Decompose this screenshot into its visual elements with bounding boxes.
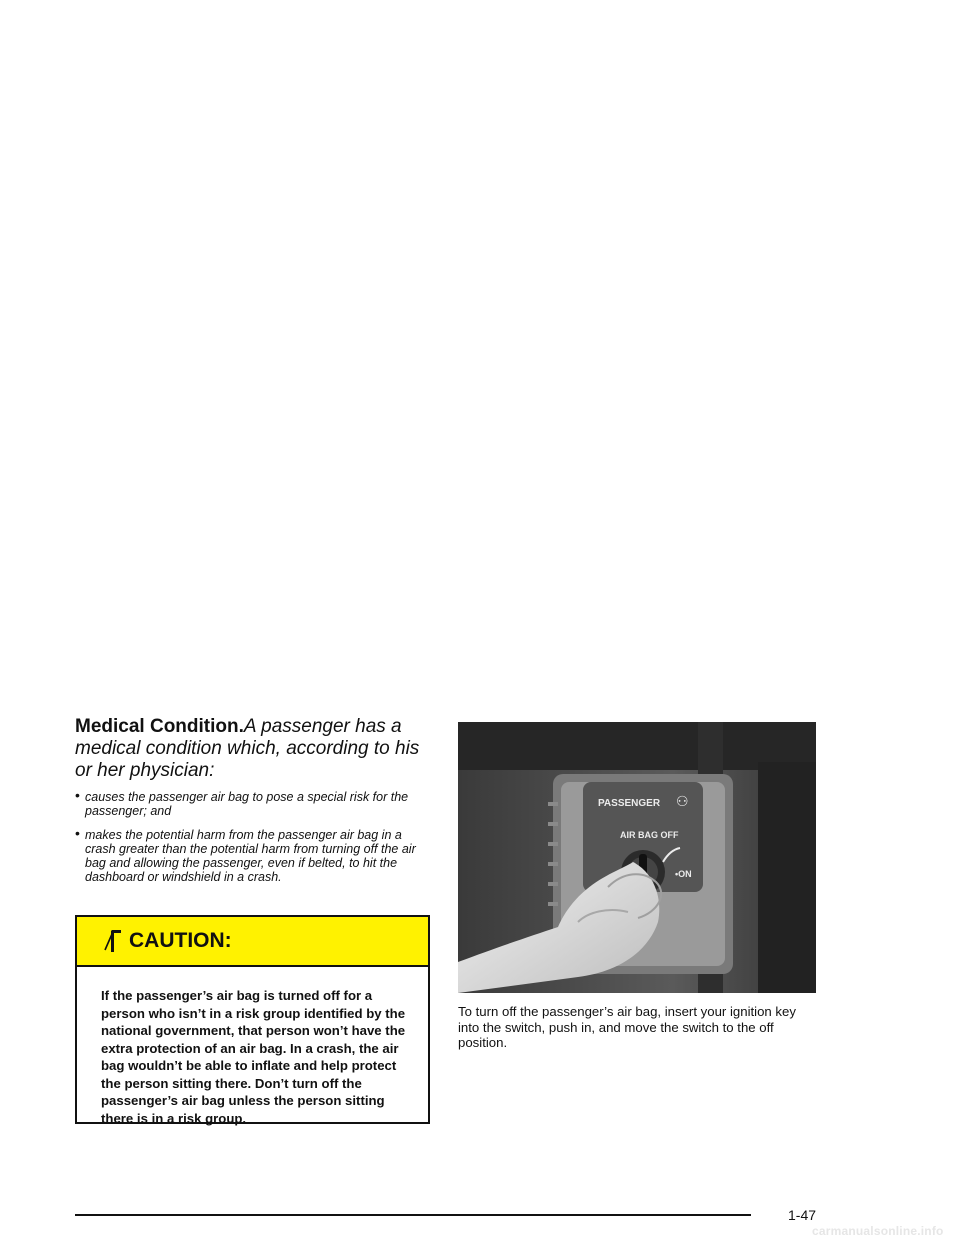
condition-bullet-list [75, 787, 433, 884]
list-item [75, 787, 433, 818]
bullet-icon: • [75, 825, 80, 841]
caution-title: CAUTION: [129, 929, 232, 952]
label-passenger: PASSENGER [598, 798, 661, 809]
caution-header [77, 917, 428, 967]
heading-bold: Medical Condition. [75, 716, 244, 737]
heading-italic: A passenger has a medical condition which, according to his or her physician: [75, 716, 420, 781]
caution-bracket-icon [101, 928, 125, 954]
footer-divider [75, 1214, 751, 1216]
figure-caption: To turn off the passenger’s air bag, insert your ignition key into the switch, push in, and move the switch to the off position. [458, 1004, 796, 1050]
label-on: •ON [675, 869, 692, 879]
caution-box [75, 915, 430, 1124]
section-heading [75, 716, 433, 782]
page-number: 1-47 [788, 1207, 817, 1223]
watermark: carmanualsonline.info [812, 1224, 944, 1238]
label-airbag-off: AIR BAG OFF [620, 830, 679, 840]
airbag-person-icon: ⚇ [676, 793, 689, 809]
caution-text: If the passenger’s air bag is turned off for a person who isn’t in a risk group identified by the national government, that person won’t have the extra protection of an air bag. In a crash, the air bag wouldn’t be able to inflate and help protect the person sitting there. Don’t turn off the passenger’s air bag unless the person sitting there is in a risk group. [101, 988, 406, 1126]
bullet-icon: • [75, 787, 80, 803]
airbag-switch-photo [458, 722, 816, 993]
bullet-text: causes the passenger air bag to pose a special risk for the passenger; and [85, 790, 409, 818]
medical-condition-section [75, 716, 433, 894]
bullet-text: makes the potential harm from the passenger air bag in a crash greater than the potential harm from turning off the air bag and allowing the passenger, even if belted, to hit the dashboard or windshield in a crash. [85, 828, 416, 884]
list-item [75, 825, 433, 884]
